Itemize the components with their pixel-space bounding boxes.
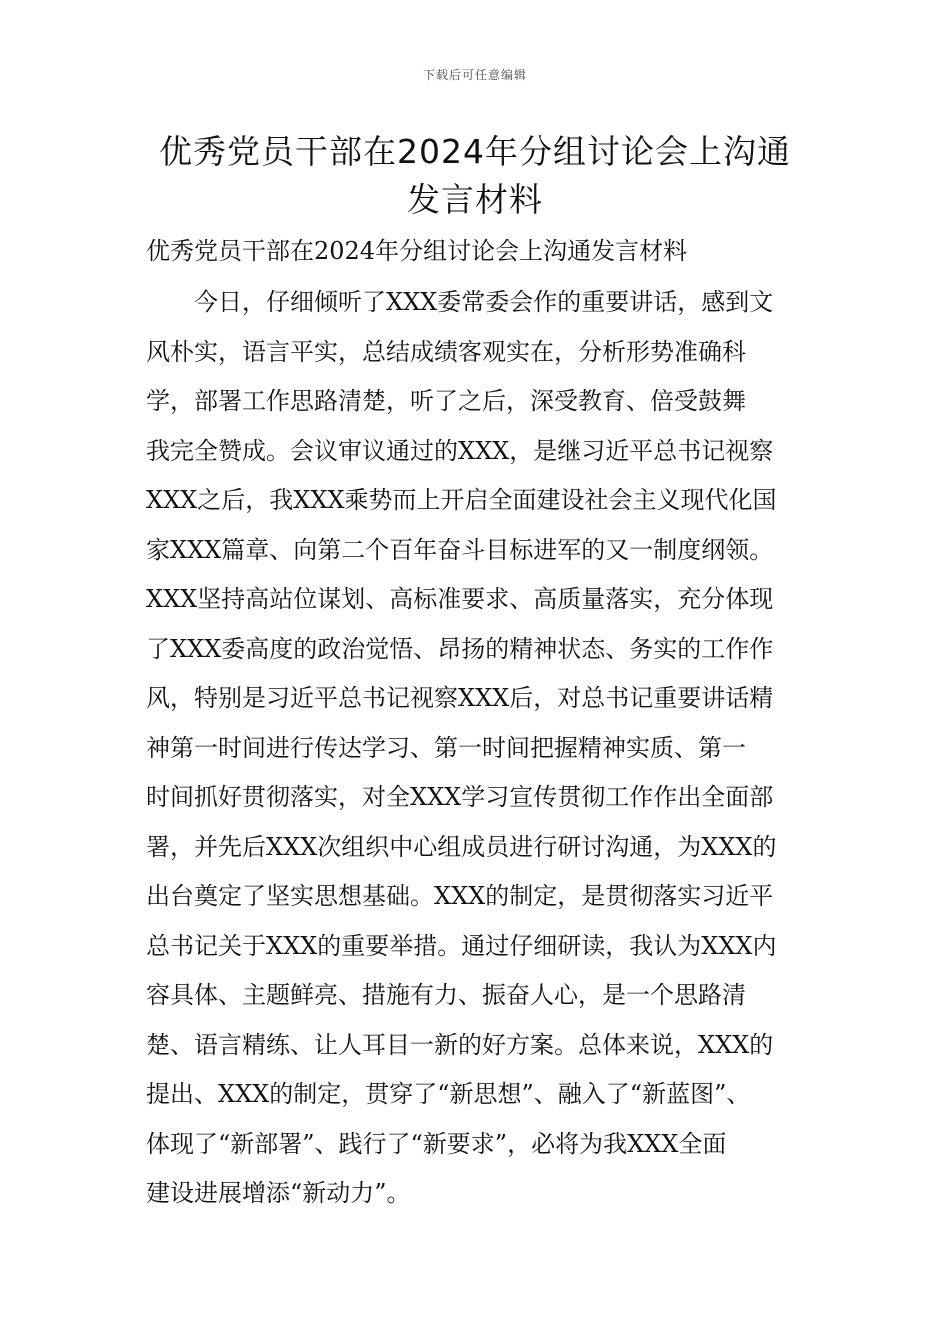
body-paragraph — [146, 278, 826, 1219]
body-line: 今日，仔细倾听了XXX委常委会作的重要讲话，感到文 — [194, 288, 774, 316]
body-line: 总书记关于XXX的重要举措。通过仔细研读，我认为XXX内 — [146, 931, 777, 960]
body-line: XXX之后，我XXX乘势而上开启全面建设社会主义现代化国 — [146, 486, 777, 514]
body-line: 容具体、主题鲜亮、措施有力、振奋人心，是一个思路清 — [146, 981, 746, 1009]
body-line: XXX坚持高站位谋划、高标准要求、高质量落实，充分体现 — [146, 585, 774, 613]
document-title — [120, 128, 830, 224]
header-note: 下载后可任意编辑 — [422, 68, 527, 82]
body-line: 建设进展增添“新动力”。 — [146, 1179, 411, 1207]
body-line: 家XXX篇章、向第二个百年奋斗目标进军的又一制度纲领。 — [146, 535, 774, 564]
body-line: 时间抓好贯彻落实，对全XXX学习宣传贯彻工作作出全面部 — [146, 783, 774, 811]
body-line: 提出、XXX的制定，贯穿了“新思想”、融入了“新蓝图”、 — [146, 1080, 751, 1108]
body-line: 署，并先后XXX次组织中心组成员进行研讨沟通，为XXX的 — [146, 832, 777, 861]
body-line: 我完全赞成。会议审议通过的XXX，是继习近平总书记视察 — [146, 436, 774, 465]
body-line: 神第一时间进行传达学习、第一时间把握精神实质、第一 — [146, 733, 746, 762]
document-subtitle: 优秀党员干部在2024年分组讨论会上沟通发言材料 — [146, 237, 688, 265]
body-line: 风朴实，语言平实，总结成绩客观实在，分析形势准确科 — [146, 337, 746, 366]
document-title-line-1: 优秀党员干部在2024年分组讨论会上沟通 — [159, 132, 791, 171]
body-line: 学，部署工作思路清楚，听了之后，深受教育、倍受鼓舞 — [146, 387, 746, 415]
body-line: 出台奠定了坚实思想基础。XXX的制定，是贯彻落实习近平 — [146, 882, 774, 910]
document-title-line-2: 发言材料 — [407, 180, 543, 219]
body-line: 风，特别是习近平总书记视察XXX后，对总书记重要讲话精 — [146, 684, 774, 712]
body-line: 体现了“新部署”、践行了“新要求”，必将为我XXX全面 — [146, 1129, 727, 1158]
body-line: 楚、语言精练、让人耳目一新的好方案。总体来说，XXX的 — [146, 1030, 774, 1059]
body-line: 了XXX委高度的政治觉悟、昂扬的精神状态、务实的工作作 — [146, 634, 774, 663]
